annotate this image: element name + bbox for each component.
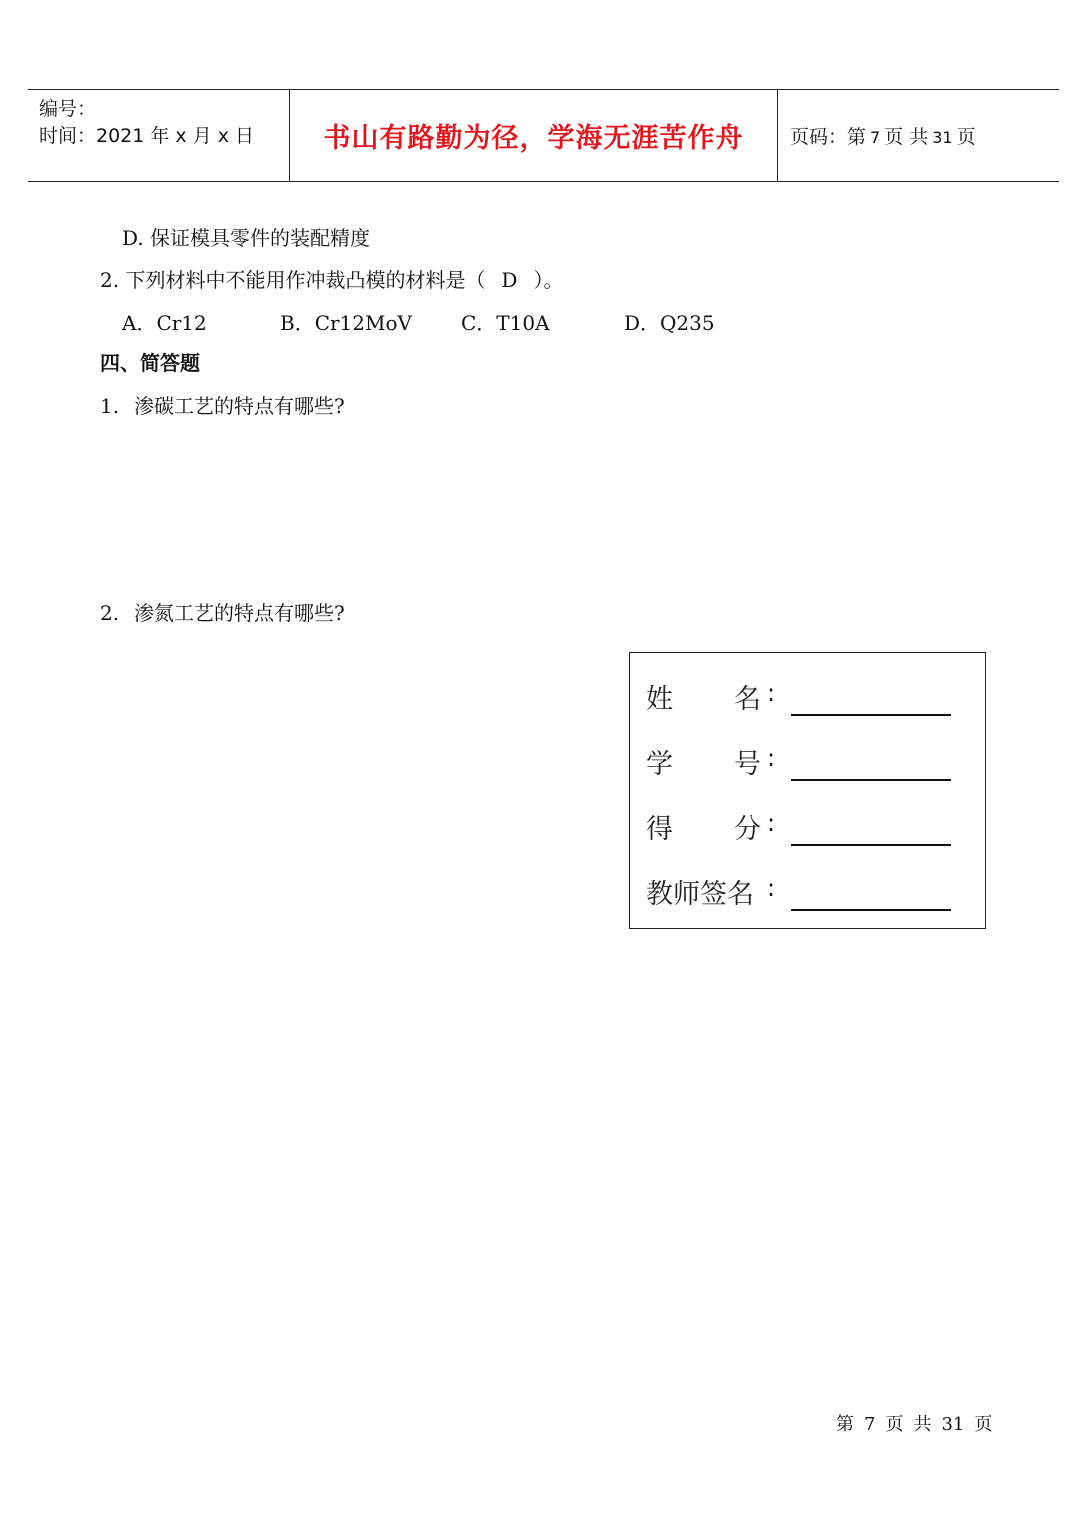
page-total: 31 bbox=[932, 128, 953, 147]
short-question-1 bbox=[100, 390, 345, 419]
page-number: 7 bbox=[870, 128, 881, 147]
footer-page: 7 bbox=[864, 1414, 876, 1435]
option-a: A．Cr12 bbox=[122, 311, 207, 335]
page-prefix: 页码：第 bbox=[790, 126, 867, 148]
name-field[interactable] bbox=[791, 714, 951, 716]
footer-suffix: 页 bbox=[974, 1414, 993, 1435]
page-info bbox=[790, 122, 976, 149]
header-motto-cell bbox=[290, 90, 778, 181]
question-2-close: ）。 bbox=[533, 268, 564, 292]
page-suffix: 页 bbox=[956, 126, 976, 148]
option-d: D．Q235 bbox=[624, 311, 715, 335]
short-question-2-text: 渗氮工艺的特点有哪些? bbox=[134, 601, 345, 625]
page-footer bbox=[836, 1410, 1002, 1436]
teacher-sign-row: 教师签名 : bbox=[646, 872, 966, 912]
option-b: B．Cr12MoV bbox=[280, 311, 412, 335]
page-mid: 页 共 bbox=[884, 126, 929, 148]
footer-prefix: 第 bbox=[836, 1414, 854, 1435]
header-page-cell bbox=[778, 90, 1059, 181]
short-question-1-text: 渗碳工艺的特点有哪些? bbox=[134, 394, 345, 418]
footer-gong: 共 bbox=[913, 1414, 932, 1435]
header-left-cell bbox=[28, 90, 290, 181]
short-question-1-num: 1. bbox=[100, 394, 120, 418]
question-2 bbox=[100, 264, 563, 293]
teacher-sign-label: 教师签名 bbox=[646, 879, 754, 910]
student-info-box bbox=[629, 652, 986, 929]
option-d-previous: D. 保证模具零件的装配精度 bbox=[122, 226, 371, 250]
option-c: C．T10A bbox=[461, 311, 550, 335]
motto: 书山有路勤为径，学海无涯苦作舟 bbox=[323, 123, 744, 154]
teacher-sign-field[interactable] bbox=[791, 909, 951, 911]
footer-total: 31 bbox=[941, 1414, 965, 1435]
question-2-answer: D bbox=[501, 268, 518, 292]
number-label: 编号： bbox=[39, 98, 97, 120]
short-question-2 bbox=[100, 597, 345, 626]
short-question-2-num: 2. bbox=[100, 601, 120, 625]
name-row: 姓 名 : bbox=[646, 677, 966, 717]
section-title: 四、简答题 bbox=[100, 351, 200, 375]
page-header bbox=[28, 89, 1059, 182]
student-id-row: 学 号 : bbox=[646, 742, 966, 782]
time-label: 时间：2021 年 x 月 x 日 bbox=[39, 125, 255, 147]
student-id-field[interactable] bbox=[791, 779, 951, 781]
footer-mid: 页 bbox=[885, 1414, 904, 1435]
score-row: 得 分 : bbox=[646, 807, 966, 847]
score-field[interactable] bbox=[791, 844, 951, 846]
question-2-text: 2. 下列材料中不能用作冲裁凸模的材料是（ bbox=[100, 268, 486, 292]
